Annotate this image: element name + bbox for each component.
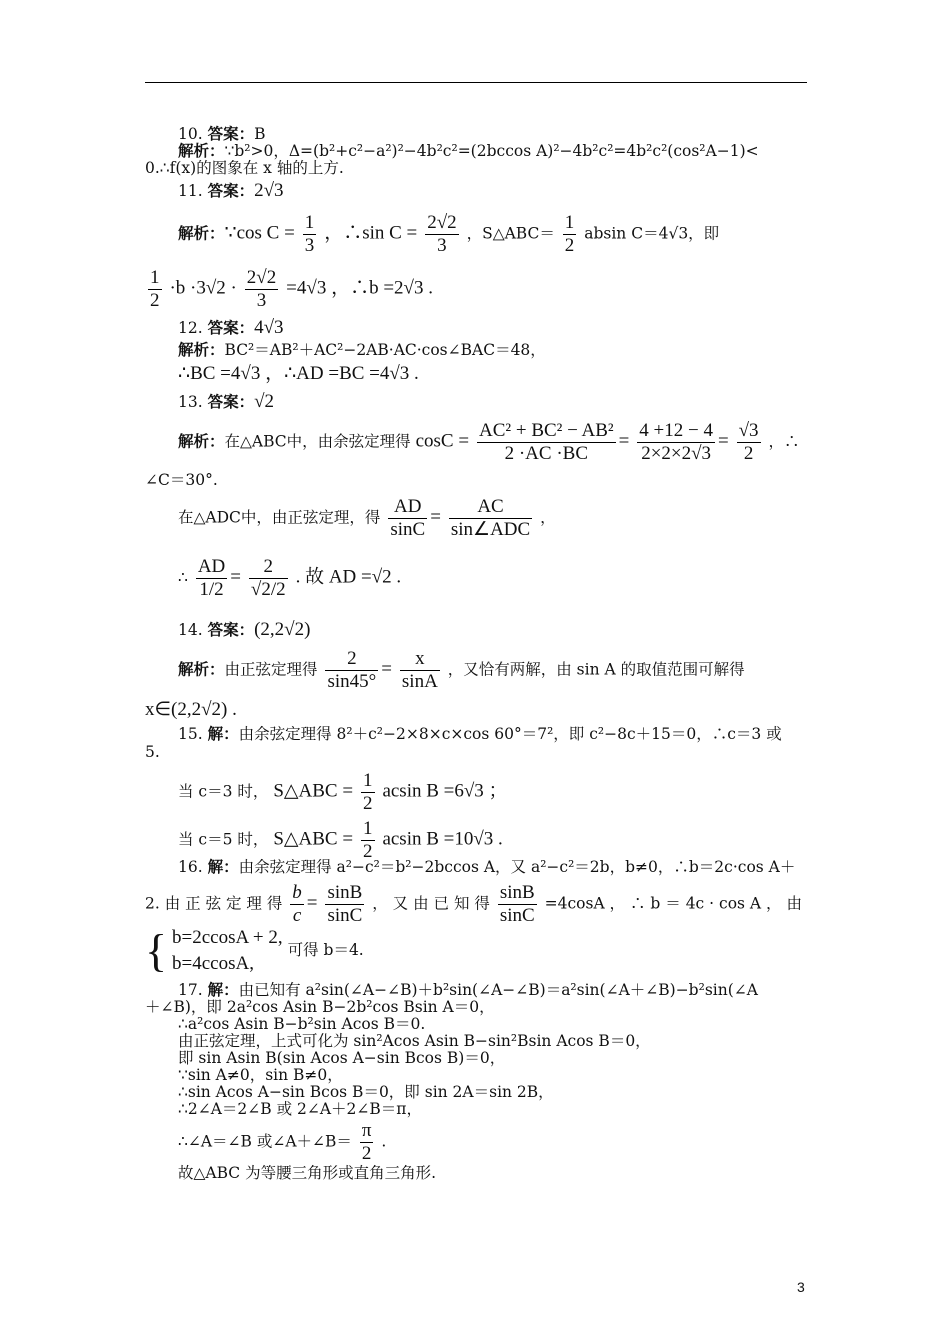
q10-text1: ∵b²>0，Δ=(b²+c²−a²)²−4b²c²=(2bccos A)²−4b²c²=4b²c²(cos²A−1)<	[224, 142, 759, 160]
q14-line2: x∈(2,2√2) .	[145, 699, 237, 720]
q11-sinC: ，∴sin C =	[324, 222, 418, 244]
q16-frac-sinB-sinC	[325, 882, 364, 927]
q13-line3	[178, 496, 556, 541]
q15-line3-pre: 当 c＝3 时，	[178, 782, 269, 801]
q12-analysis-line1	[178, 340, 546, 360]
frac-den: 2 ·AC ·BC	[504, 443, 589, 464]
q15-text1: 由余弦定理得 8²＋c²−2×8×c×cos 60°＝7²，即 c²−8c＋15＝0，∴c＝3 或	[238, 725, 782, 743]
q16-line3-post: 可得 b＝4.	[287, 941, 364, 959]
frac-den: 2	[743, 443, 754, 464]
page-number: 3	[797, 1279, 805, 1295]
q13-line3-pre: 在△ADC中，由正弦定理，得	[178, 508, 381, 527]
q13-frac-result	[737, 420, 761, 465]
frac-den: 2×2×2√3	[641, 443, 712, 464]
frac-den: sinC	[390, 519, 426, 540]
q13-line2: ∠C＝30°.	[145, 471, 218, 489]
q13-frac-AC-sinADC	[449, 496, 532, 541]
q13-label: 13.	[178, 393, 203, 411]
q10-answer-tag: 答案：	[207, 124, 255, 143]
q10-analysis-line2: 0.∴f(x)的图象在 x 轴的上方.	[145, 159, 344, 177]
q11-frac-2r2-3	[425, 212, 458, 257]
q17-line6: ∵sin A≠0，sin B≠0，	[178, 1066, 343, 1084]
q17-label: 17.	[178, 981, 203, 999]
q12-analysis-line2: ∴BC =4√3 ，∴AD =BC =4√3 .	[178, 363, 419, 384]
equals: =	[618, 430, 630, 452]
q16-system	[172, 925, 283, 977]
q13-cosC: cosC =	[415, 430, 470, 452]
q11-frac-1-2-b	[148, 267, 162, 312]
q17-line5: 即 sin Asin B(sin Acos A−sin Bcos B)＝0，	[178, 1049, 506, 1067]
frac-den: sin45°	[327, 671, 377, 692]
frac-num: x	[400, 648, 440, 671]
q16-line2	[145, 882, 802, 927]
q11-analysis-line1	[178, 212, 719, 257]
q17-line9	[178, 1120, 386, 1165]
frac-den: sinA	[401, 671, 438, 692]
frac-num: 1	[564, 212, 575, 233]
q13-line4-post: . 故 AD =√2 .	[295, 566, 402, 588]
q17-line9-post: .	[381, 1132, 387, 1151]
q12-answer: 4√3	[254, 317, 284, 338]
q10-answer: B	[254, 125, 266, 143]
q11-analysis-line2	[145, 267, 433, 312]
frac-den: 3	[304, 235, 315, 256]
q10-analysis-tag: 解析：	[178, 141, 225, 160]
q17-line9-pre: ∴∠A＝∠B 或∠A＋∠B＝	[178, 1132, 352, 1151]
q16-frac-b-c	[290, 882, 304, 927]
equals: =	[717, 430, 729, 452]
q11-label: 11.	[178, 182, 203, 200]
q11-frac-1-2	[563, 212, 577, 257]
frac-den: 2	[363, 793, 373, 814]
q17-line10: 故△ABC 为等腰三角形或直角三角形.	[178, 1164, 437, 1182]
q16-text1: 由余弦定理得 a²−c²＝b²−2bccos A，又 a²−c²＝2b，b≠0，∴b＝2c·cos A＋	[238, 858, 796, 876]
equals: =	[230, 566, 241, 588]
q11-area-rest: absin C＝4√3，即	[584, 224, 720, 243]
q13-analysis-tag: 解析：	[178, 431, 225, 451]
q15-frac-half	[361, 770, 375, 815]
q10-label: 10.	[178, 125, 203, 143]
q13-frac-2-r2half	[249, 556, 288, 601]
q13-answer-tag: 答案：	[207, 392, 255, 411]
frac-den: 2	[150, 290, 160, 311]
q15-tag: 解：	[207, 724, 239, 743]
q17-line2: ＋∠B)，即 2a²cos Asin B−2b²cos Bsin A＝0，	[145, 998, 495, 1016]
q16-line3	[145, 925, 364, 977]
brace-symbol: {	[145, 925, 168, 976]
frac-num: 2√2	[246, 267, 277, 288]
q11-answer: 2√3	[254, 180, 284, 201]
q15-label: 15.	[178, 725, 203, 743]
q11-answer-line	[178, 181, 284, 201]
frac-den: c	[292, 905, 302, 926]
frac-den: 2	[363, 841, 373, 862]
q14-answer: (2,2√2)	[254, 619, 311, 640]
q15-area-symbol-2: S△ABC =	[273, 828, 354, 850]
frac-num: AC² + BC² − AB²	[479, 420, 614, 441]
frac-den: sinC	[327, 905, 363, 926]
frac-den: sinC	[499, 905, 535, 926]
frac-num: 4 +12 − 4	[639, 420, 713, 441]
q17-line8: ∴2∠A＝2∠B 或 2∠A＋2∠B＝π，	[178, 1100, 422, 1118]
frac-num: sinB	[327, 882, 363, 903]
q13-line3-post: ，	[540, 508, 556, 527]
q16-line2-b: ， 又 由 已 知 得	[372, 894, 490, 913]
frac-den: 2	[564, 235, 575, 256]
q16-line2-a: 2. 由 正 弦 定 理 得	[145, 894, 283, 913]
frac-num: 1	[304, 212, 315, 233]
frac-num: √3	[738, 420, 759, 441]
frac-num: 1	[150, 267, 160, 288]
q14-post: ，又恰有两解，由 sin A 的取值范围可解得	[447, 660, 745, 679]
q11-line2-post: =4√3 ，∴b =2√3 .	[286, 277, 433, 299]
frac-num: 1	[363, 770, 373, 791]
q13-answer: √2	[254, 391, 275, 412]
q13-frac-cosine-law	[477, 420, 616, 465]
q11-line2-pre: ·b ·3√2 ·	[169, 277, 237, 299]
frac-num: 2	[249, 556, 288, 579]
equals: =	[381, 658, 392, 680]
q17-line4: 由正弦定理，上式可化为 sin²Acos Asin B−sin²Bsin Acos B＝0，	[178, 1032, 651, 1050]
q15-line4-pre: 当 c＝5 时，	[178, 830, 269, 849]
frac-den: 2	[361, 1143, 372, 1164]
q14-frac-2-sin45	[325, 648, 378, 693]
frac-num: AC	[449, 496, 532, 519]
q13-frac-AD-sinC	[388, 496, 427, 541]
frac-num: 1	[363, 818, 373, 839]
q13-frac-AD-half	[196, 556, 227, 601]
q15-line1	[178, 724, 782, 744]
q17-line7: ∴sin Acos A−sin Bcos B＝0，即 sin 2A＝sin 2B，	[178, 1083, 554, 1101]
frac-den: 1/2	[199, 579, 224, 600]
q14-analysis-tag: 解析：	[178, 659, 225, 679]
q13-answer-line	[178, 392, 274, 412]
q14-frac-x-sinA	[400, 648, 440, 693]
q11-frac-2r2-3-b	[245, 267, 278, 312]
q14-analysis-line1	[178, 648, 745, 693]
q11-cosC: ∵cos C =	[224, 222, 295, 244]
q14-answer-line	[178, 620, 310, 640]
q16-frac-sinB-sinC-2	[498, 882, 537, 927]
q15-line3	[178, 770, 508, 815]
q16-system-eq1: b=2ccosA + 2,	[172, 927, 283, 948]
frac-num: b	[292, 882, 302, 903]
q15-area-symbol: S△ABC =	[273, 780, 354, 802]
q13-post: ，∴	[768, 432, 800, 451]
q13-pre: 在△ABC中，由余弦定理得	[224, 432, 411, 451]
q14-answer-tag: 答案：	[207, 620, 255, 639]
frac-num: 2√2	[427, 212, 457, 233]
frac-den: √2/2	[250, 579, 286, 600]
q13-line4-pre: ∴	[178, 568, 188, 587]
q11-area: ，S△ABC＝	[466, 224, 555, 243]
q17-text1: 由已知有 a²sin(∠A−∠B)＋b²sin(∠A−∠B)＝a²sin(∠A＋∠B)−b²sin(∠A	[238, 981, 758, 999]
q14-pre: 由正弦定理得	[224, 660, 318, 679]
q17-line3: ∴a²cos Asin B−b²sin Acos B＝0.	[178, 1015, 426, 1033]
q12-answer-line	[178, 318, 284, 338]
q12-analysis-tag: 解析：	[178, 340, 225, 359]
frac-den: 3	[437, 235, 447, 256]
q12-text1: BC²＝AB²＋AC²−2AB·AC·cos∠BAC＝48，	[224, 341, 546, 359]
q15-line2: 5.	[145, 743, 160, 761]
frac-num: sinB	[499, 882, 535, 903]
q16-tag: 解：	[207, 857, 239, 876]
q13-frac-values	[637, 420, 715, 465]
q16-system-eq2: b=4ccosA,	[172, 953, 254, 974]
q11-frac-1-3	[303, 212, 317, 257]
q11-answer-tag: 答案：	[207, 181, 255, 200]
q13-analysis-line1	[178, 420, 800, 465]
q17-tag: 解：	[207, 980, 239, 999]
q12-answer-tag: 答案：	[207, 318, 255, 337]
q14-label: 14.	[178, 621, 203, 639]
frac-num: 2	[325, 648, 378, 671]
q13-line4	[178, 556, 401, 601]
header-rule	[145, 82, 807, 83]
q16-line2-c: =4cosA ， ∴ b ＝ 4c · cos A ， 由	[544, 894, 802, 913]
q15-line3-post: acsin B =6√3 ；	[382, 780, 508, 802]
frac-num: AD	[388, 496, 427, 519]
q12-label: 12.	[178, 319, 203, 337]
equals: =	[430, 506, 441, 528]
frac-num: AD	[197, 556, 226, 577]
equals: =	[306, 892, 318, 914]
q16-line1	[178, 857, 795, 877]
frac-num: π	[361, 1120, 372, 1141]
q15-line4-post: acsin B =10√3 .	[382, 828, 503, 850]
q11-analysis-tag: 解析：	[178, 223, 225, 243]
q17-frac-pi-2	[360, 1120, 374, 1165]
q16-label: 16.	[178, 858, 203, 876]
frac-den: sin∠ADC	[450, 519, 531, 540]
frac-den: 3	[256, 290, 267, 311]
